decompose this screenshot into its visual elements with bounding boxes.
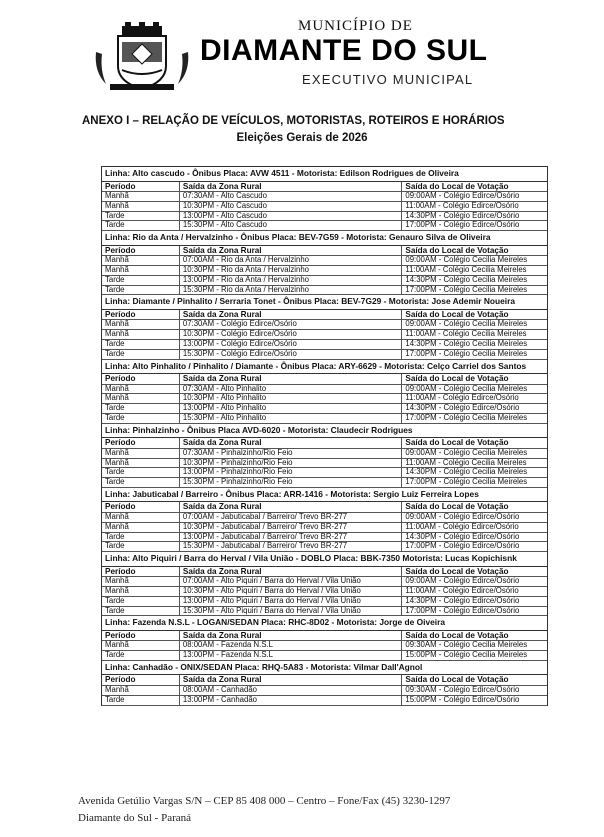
voting-departure-cell: 14:30PM - Colégio Cecilia Meireles <box>402 468 547 478</box>
column-header-period: Período <box>102 310 180 321</box>
voting-departure-cell: 09:30AM - Colégio Edirce/Osório <box>402 686 547 696</box>
route-title: Linha: Alto Piquiri / Barra do Herval / Vila União - DOBLO Placa: BBK-7350 Motorista: Lucas Kopichisnk <box>102 552 547 567</box>
annex-title: ANEXO I – RELAÇÃO DE VEÍCULOS, MOTORISTAS, ROTEIROS E HORÁRIOS <box>82 115 505 127</box>
schedule-table <box>102 631 547 661</box>
rural-departure-cell: 15:30PM - Alto Pinhalito <box>180 414 403 424</box>
rural-departure-cell: 10:30PM - Alto Piquiri / Barra do Herval / Vila União <box>180 587 403 597</box>
rural-departure-cell: 07:30AM - Alto Pinhalito <box>180 385 403 395</box>
period-cell: Manhã <box>102 202 180 212</box>
schedule-table <box>102 310 547 360</box>
schedule-table <box>102 502 547 552</box>
column-header-period: Período <box>102 246 180 257</box>
route-title: Linha: Rio da Anta / Hervalzinho - Ônibus Placa: BEV-7G59 - Motorista: Genauro Silva de Oliveira <box>102 231 547 246</box>
voting-departure-cell: 17:00PM - Colégio Cecilia Meireles <box>402 350 547 360</box>
rural-departure-cell: 07:30AM - Pinhalzinho/Rio Feio <box>180 449 403 459</box>
voting-departure-cell: 09:30AM - Colégio Cecilia Meireles <box>402 641 547 651</box>
column-header-rural-departure: Saída da Zona Rural <box>180 374 403 385</box>
voting-departure-cell: 17:00PM - Colégio Edirce/Osório <box>402 542 547 552</box>
column-header-voting-departure: Saída do Local de Votação <box>402 374 547 385</box>
rural-departure-cell: 10:30PM - Rio da Anta / Hervalzinho <box>180 266 403 276</box>
route-block <box>101 552 548 616</box>
route-block <box>101 661 548 706</box>
voting-departure-cell: 17:00PM - Colégio Cecilia Meireles <box>402 286 547 296</box>
column-header-period: Período <box>102 374 180 385</box>
schedule-table <box>102 675 547 705</box>
schedule-table <box>102 374 547 424</box>
voting-departure-cell: 14:30PM - Colégio Cecilia Meireles <box>402 340 547 350</box>
column-header-rural-departure: Saída da Zona Rural <box>180 310 403 321</box>
period-cell: Tarde <box>102 542 180 552</box>
rural-departure-cell: 07:00AM - Alto Piquiri / Barra do Herval / Vila União <box>180 577 403 587</box>
route-block <box>101 295 548 359</box>
route-block <box>101 360 548 424</box>
column-header-voting-departure: Saída do Local de Votação <box>402 567 547 578</box>
column-header-voting-departure: Saída do Local de Votação <box>402 182 547 193</box>
column-header-voting-departure: Saída do Local de Votação <box>402 631 547 642</box>
municipality-name: DIAMANTE DO SUL <box>200 34 488 67</box>
column-header-rural-departure: Saída da Zona Rural <box>180 567 403 578</box>
rural-departure-cell: 08:00AM - Canhadão <box>180 686 403 696</box>
period-cell: Tarde <box>102 350 180 360</box>
letterhead <box>92 18 562 98</box>
period-cell: Manhã <box>102 192 180 202</box>
routes-tables <box>101 166 548 706</box>
route-block <box>101 424 548 488</box>
period-cell: Manhã <box>102 587 180 597</box>
column-header-voting-departure: Saída do Local de Votação <box>402 438 547 449</box>
period-cell: Manhã <box>102 320 180 330</box>
route-block <box>101 231 548 295</box>
period-cell: Tarde <box>102 597 180 607</box>
route-title: Linha: Diamante / Pinhalito / Serraria Tonet - Ônibus Placa: BEV-7G29 - Motorista: Jose Ademir Noueira <box>102 295 547 310</box>
rural-departure-cell: 15:30PM - Jabuticabal / Barreiro/ Trevo BR-277 <box>180 542 403 552</box>
voting-departure-cell: 09:00AM - Colégio Cecilia Meireles <box>402 385 547 395</box>
executive-label: EXECUTIVO MUNICIPAL <box>302 72 474 87</box>
column-header-rural-departure: Saída da Zona Rural <box>180 182 403 193</box>
column-header-rural-departure: Saída da Zona Rural <box>180 675 403 686</box>
footer-city: Diamante do Sul - Paraná <box>78 812 192 824</box>
route-block <box>101 616 548 661</box>
voting-departure-cell: 14:30PM - Colégio Cecilia Meireles <box>402 276 547 286</box>
voting-departure-cell: 17:00PM - Colégio Edirce/Osório <box>402 607 547 617</box>
column-header-voting-departure: Saída do Local de Votação <box>402 246 547 257</box>
column-header-rural-departure: Saída da Zona Rural <box>180 438 403 449</box>
voting-departure-cell: 09:00AM - Colégio Edirce/Osório <box>402 577 547 587</box>
voting-departure-cell: 11:00AM - Colégio Edirce/Osório <box>402 394 547 404</box>
voting-departure-cell: 17:00PM - Colégio Cecilia Meireles <box>402 414 547 424</box>
schedule-table <box>102 567 547 617</box>
rural-departure-cell: 10:30PM - Pinhalzinho/Rio Feio <box>180 459 403 469</box>
rural-departure-cell: 13:00PM - Colégio Edirce/Osório <box>180 340 403 350</box>
municipal-crest-icon <box>92 22 192 92</box>
voting-departure-cell: 11:00AM - Colégio Edirce/Osório <box>402 202 547 212</box>
voting-departure-cell: 11:00AM - Colégio Edirce/Osório <box>402 587 547 597</box>
voting-departure-cell: 09:00AM - Colégio Edirce/Osório <box>402 513 547 523</box>
period-cell: Tarde <box>102 212 180 222</box>
rural-departure-cell: 13:00PM - Canhadão <box>180 696 403 706</box>
voting-departure-cell: 11:00AM - Colégio Cecilia Meireles <box>402 266 547 276</box>
period-cell: Tarde <box>102 414 180 424</box>
period-cell: Tarde <box>102 221 180 231</box>
voting-departure-cell: 14:30PM - Colégio Edirce/Osório <box>402 533 547 543</box>
period-cell: Manhã <box>102 523 180 533</box>
route-title: Linha: Alto cascudo - Ônibus Placa: AVW 4511 - Motorista: Edilson Rodrigues de Oliveira <box>102 167 547 182</box>
route-block <box>101 488 548 552</box>
rural-departure-cell: 10:30PM - Colégio Edirce/Osório <box>180 330 403 340</box>
route-title: Linha: Fazenda N.S.L - LOGAN/SEDAN Placa: RHC-8D02 - Motorista: Jorge de Oiveira <box>102 616 547 631</box>
rural-departure-cell: 07:30AM - Colégio Edirce/Osório <box>180 320 403 330</box>
period-cell: Tarde <box>102 478 180 488</box>
rural-departure-cell: 07:00AM - Jabuticabal / Barreiro/ Trevo BR-277 <box>180 513 403 523</box>
period-cell: Manhã <box>102 330 180 340</box>
voting-departure-cell: 09:00AM - Colégio Cecilia Meireles <box>402 256 547 266</box>
rural-departure-cell: 10:30PM - Jabuticabal / Barreiro/ Trevo BR-277 <box>180 523 403 533</box>
column-header-period: Período <box>102 182 180 193</box>
voting-departure-cell: 17:00PM - Colégio Cecilia Meireles <box>402 478 547 488</box>
route-title: Linha: Canhadão - ONIX/SEDAN Placa: RHQ-5A83 - Motorista: Vilmar Dall'Agnol <box>102 661 547 676</box>
period-cell: Manhã <box>102 394 180 404</box>
period-cell: Tarde <box>102 607 180 617</box>
rural-departure-cell: 07:30AM - Alto Cascudo <box>180 192 403 202</box>
voting-departure-cell: 09:00AM - Colégio Cecilia Meireles <box>402 320 547 330</box>
period-cell: Tarde <box>102 696 180 706</box>
period-cell: Manhã <box>102 513 180 523</box>
period-cell: Manhã <box>102 256 180 266</box>
period-cell: Tarde <box>102 404 180 414</box>
schedule-table <box>102 182 547 232</box>
schedule-table <box>102 438 547 488</box>
footer-address: Avenida Getúlio Vargas S/N – CEP 85 408 000 – Centro – Fone/Fax (45) 3230-1297 <box>78 795 451 807</box>
voting-departure-cell: 17:00PM - Colégio Edirce/Osório <box>402 221 547 231</box>
voting-departure-cell: 11:00AM - Colégio Edirce/Osório <box>402 523 547 533</box>
voting-departure-cell: 15:00PM - Colégio Cecilia Meireles <box>402 651 547 661</box>
rural-departure-cell: 13:00PM - Fazenda N.S.L <box>180 651 403 661</box>
rural-departure-cell: 13:00PM - Rio da Anta / Hervalzinho <box>180 276 403 286</box>
voting-departure-cell: 11:00AM - Colégio Cecilia Meireles <box>402 330 547 340</box>
rural-departure-cell: 10:30PM - Alto Pinhalito <box>180 394 403 404</box>
voting-departure-cell: 14:30PM - Colégio Edirce/Osório <box>402 597 547 607</box>
column-header-voting-departure: Saída do Local de Votação <box>402 502 547 513</box>
column-header-period: Período <box>102 438 180 449</box>
rural-departure-cell: 13:00PM - Alto Pinhalito <box>180 404 403 414</box>
column-header-voting-departure: Saída do Local de Votação <box>402 310 547 321</box>
period-cell: Manhã <box>102 449 180 459</box>
period-cell: Manhã <box>102 577 180 587</box>
rural-departure-cell: 15:30PM - Alto Cascudo <box>180 221 403 231</box>
period-cell: Manhã <box>102 641 180 651</box>
voting-departure-cell: 09:00AM - Colégio Edirce/Osório <box>402 192 547 202</box>
period-cell: Tarde <box>102 651 180 661</box>
voting-departure-cell: 14:30PM - Colégio Edirce/Osório <box>402 404 547 414</box>
route-title: Linha: Jabuticabal / Barreiro - Ônibus Placa: ARR-1416 - Motorista: Sergio Luiz Ferreira Lopes <box>102 488 547 503</box>
period-cell: Tarde <box>102 340 180 350</box>
route-title: Linha: Pinhalzinho - Ônibus Placa AVD-6020 - Motorista: Claudecir Rodrigues <box>102 424 547 439</box>
rural-departure-cell: 13:00PM - Alto Piquiri / Barra do Herval / Vila União <box>180 597 403 607</box>
schedule-table <box>102 246 547 296</box>
rural-departure-cell: 15:30PM - Rio da Anta / Hervalzinho <box>180 286 403 296</box>
rural-departure-cell: 10:30PM - Alto Cascudo <box>180 202 403 212</box>
voting-departure-cell: 09:00AM - Colégio Cecilia Meireles <box>402 449 547 459</box>
voting-departure-cell: 14:30PM - Colégio Edirce/Osório <box>402 212 547 222</box>
municipality-label: MUNICÍPIO DE <box>298 18 413 34</box>
column-header-period: Período <box>102 631 180 642</box>
rural-departure-cell: 15:30PM - Alto Piquiri / Barra do Herval / Vila União <box>180 607 403 617</box>
rural-departure-cell: 07:00AM - Rio da Anta / Hervalzinho <box>180 256 403 266</box>
period-cell: Tarde <box>102 468 180 478</box>
voting-departure-cell: 15:00PM - Colégio Edirce/Osório <box>402 696 547 706</box>
rural-departure-cell: 08:00AM - Fazenda N.S.L <box>180 641 403 651</box>
column-header-period: Período <box>102 675 180 686</box>
period-cell: Manhã <box>102 686 180 696</box>
route-title: Linha: Alto Pinhalito / Pinhalito / Diamante - Ônibus Placa: ARY-6629 - Motorista: Celço Carriel dos Santos <box>102 360 547 375</box>
rural-departure-cell: 13:00PM - Pinhalzinho/Rio Feio <box>180 468 403 478</box>
rural-departure-cell: 13:00PM - Alto Cascudo <box>180 212 403 222</box>
column-header-voting-departure: Saída do Local de Votação <box>402 675 547 686</box>
route-block <box>101 166 548 231</box>
column-header-rural-departure: Saída da Zona Rural <box>180 502 403 513</box>
period-cell: Manhã <box>102 459 180 469</box>
column-header-period: Período <box>102 502 180 513</box>
period-cell: Tarde <box>102 533 180 543</box>
period-cell: Manhã <box>102 385 180 395</box>
period-cell: Tarde <box>102 276 180 286</box>
column-header-period: Período <box>102 567 180 578</box>
rural-departure-cell: 15:30PM - Pinhalzinho/Rio Feio <box>180 478 403 488</box>
column-header-rural-departure: Saída da Zona Rural <box>180 631 403 642</box>
voting-departure-cell: 11:00AM - Colégio Cecilia Meireles <box>402 459 547 469</box>
election-subtitle: Eleições Gerais de 2026 <box>236 132 368 144</box>
period-cell: Tarde <box>102 286 180 296</box>
rural-departure-cell: 15:30PM - Colégio Edirce/Osório <box>180 350 403 360</box>
rural-departure-cell: 13:00PM - Jabuticabal / Barreiro/ Trevo BR-277 <box>180 533 403 543</box>
column-header-rural-departure: Saída da Zona Rural <box>180 246 403 257</box>
period-cell: Manhã <box>102 266 180 276</box>
